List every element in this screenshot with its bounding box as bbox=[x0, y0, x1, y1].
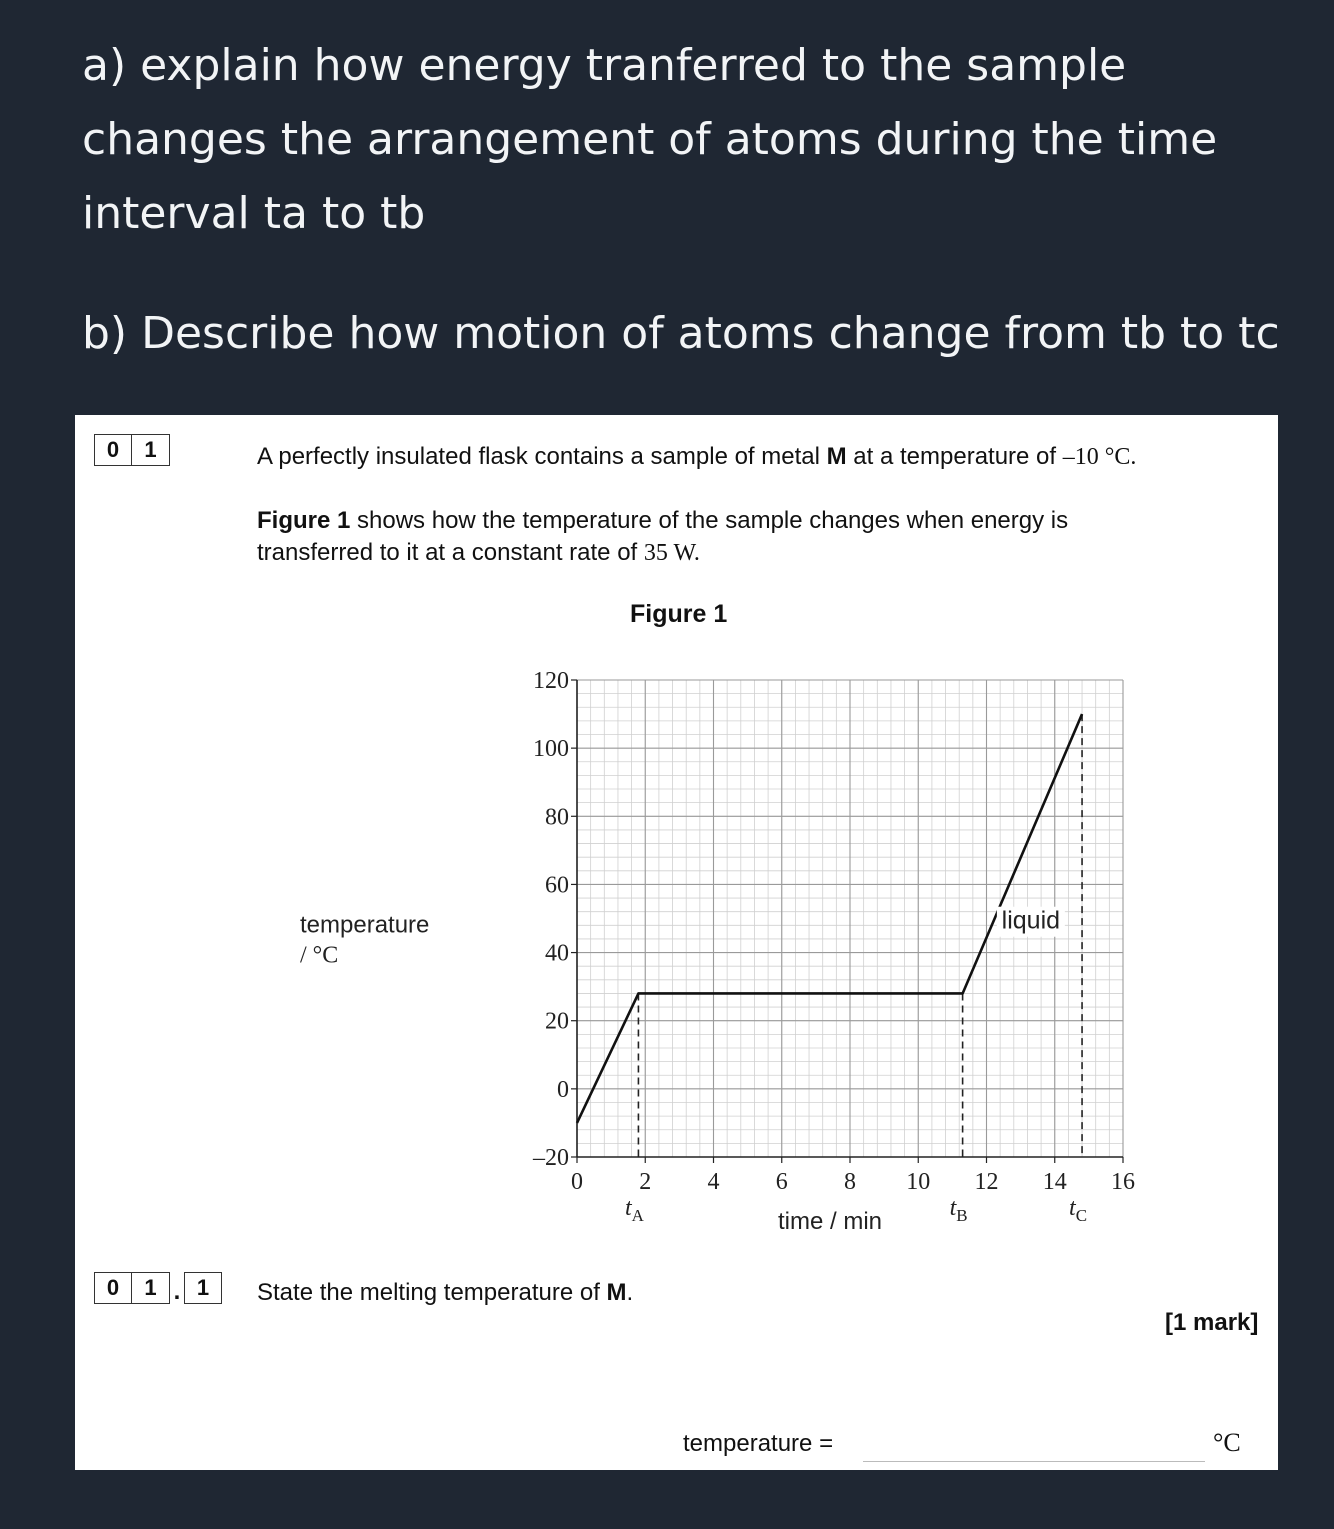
question-number-box bbox=[94, 434, 170, 468]
intro-text: A perfectly insulated flask contains a sample of metal M at a temperature of –10 °C. bbox=[257, 443, 1137, 470]
y-tick-label: 20 bbox=[545, 1008, 569, 1035]
figure-reference-text: Figure 1 shows how the temperature of the sample changes when energy is transferred to it at a constant rate of 35 W. bbox=[257, 507, 1069, 566]
temperature-time-chart bbox=[275, 655, 1275, 1275]
sub-question-digit: 1 bbox=[132, 1272, 170, 1304]
sub-question-dot: . bbox=[173, 1278, 181, 1305]
y-tick-label: 60 bbox=[545, 872, 569, 899]
x-tick-label: 10 bbox=[906, 1169, 931, 1195]
x-tick-label: 16 bbox=[1111, 1169, 1135, 1195]
x-tick-label: 2 bbox=[639, 1169, 652, 1195]
mark-allocation: [1 mark] bbox=[1165, 1309, 1259, 1336]
x-tick-label: 14 bbox=[1042, 1169, 1067, 1195]
question-number-digit: 0 bbox=[94, 434, 132, 466]
y-tick-label: 40 bbox=[545, 940, 569, 967]
y-tick-label: 120 bbox=[533, 668, 569, 694]
figure-title: Figure 1 bbox=[630, 600, 728, 628]
x-tick-label: 4 bbox=[707, 1169, 720, 1195]
x-axis-label: time / min bbox=[777, 1208, 883, 1235]
marker-label: $t_A$ bbox=[624, 1195, 644, 1225]
y-tick-label: 0 bbox=[557, 1076, 569, 1103]
x-tick-label: 12 bbox=[974, 1169, 999, 1195]
x-tick-label: 6 bbox=[775, 1169, 788, 1195]
marker-label: $t_B$ bbox=[949, 1195, 968, 1225]
time-markers bbox=[625, 714, 1087, 1225]
answer-line[interactable] bbox=[863, 1461, 1205, 1462]
answer-label: temperature = bbox=[683, 1430, 834, 1457]
y-axis-label-unit: / °C bbox=[300, 942, 339, 969]
exam-sheet bbox=[75, 415, 1278, 1470]
y-tick-label: 80 bbox=[545, 804, 569, 831]
question-b: b) Describe how motion of atoms change from tb to tc bbox=[82, 308, 1280, 359]
y-axis-label: temperature bbox=[300, 911, 430, 939]
x-tick-label: 8 bbox=[844, 1169, 856, 1195]
x-tick-label: 0 bbox=[571, 1169, 583, 1195]
sub-question-digit: 1 bbox=[184, 1272, 222, 1304]
answer-unit: °C bbox=[1213, 1428, 1241, 1457]
annotation-label: liquid bbox=[1001, 906, 1061, 935]
sub-question-text: State the melting temperature of M. bbox=[257, 1279, 634, 1306]
question-number-digit: 1 bbox=[132, 434, 170, 466]
question-a: a) explain how energy tranferred to the sample changes the arrangement of atoms during the time interval ta to tb bbox=[82, 40, 1218, 239]
y-tick-label: –20 bbox=[533, 1145, 569, 1171]
marker-label: $t_C$ bbox=[1069, 1195, 1088, 1225]
y-tick-label: 100 bbox=[533, 736, 569, 763]
sub-question-number-box bbox=[94, 1272, 222, 1306]
sub-question-digit: 0 bbox=[94, 1272, 132, 1304]
